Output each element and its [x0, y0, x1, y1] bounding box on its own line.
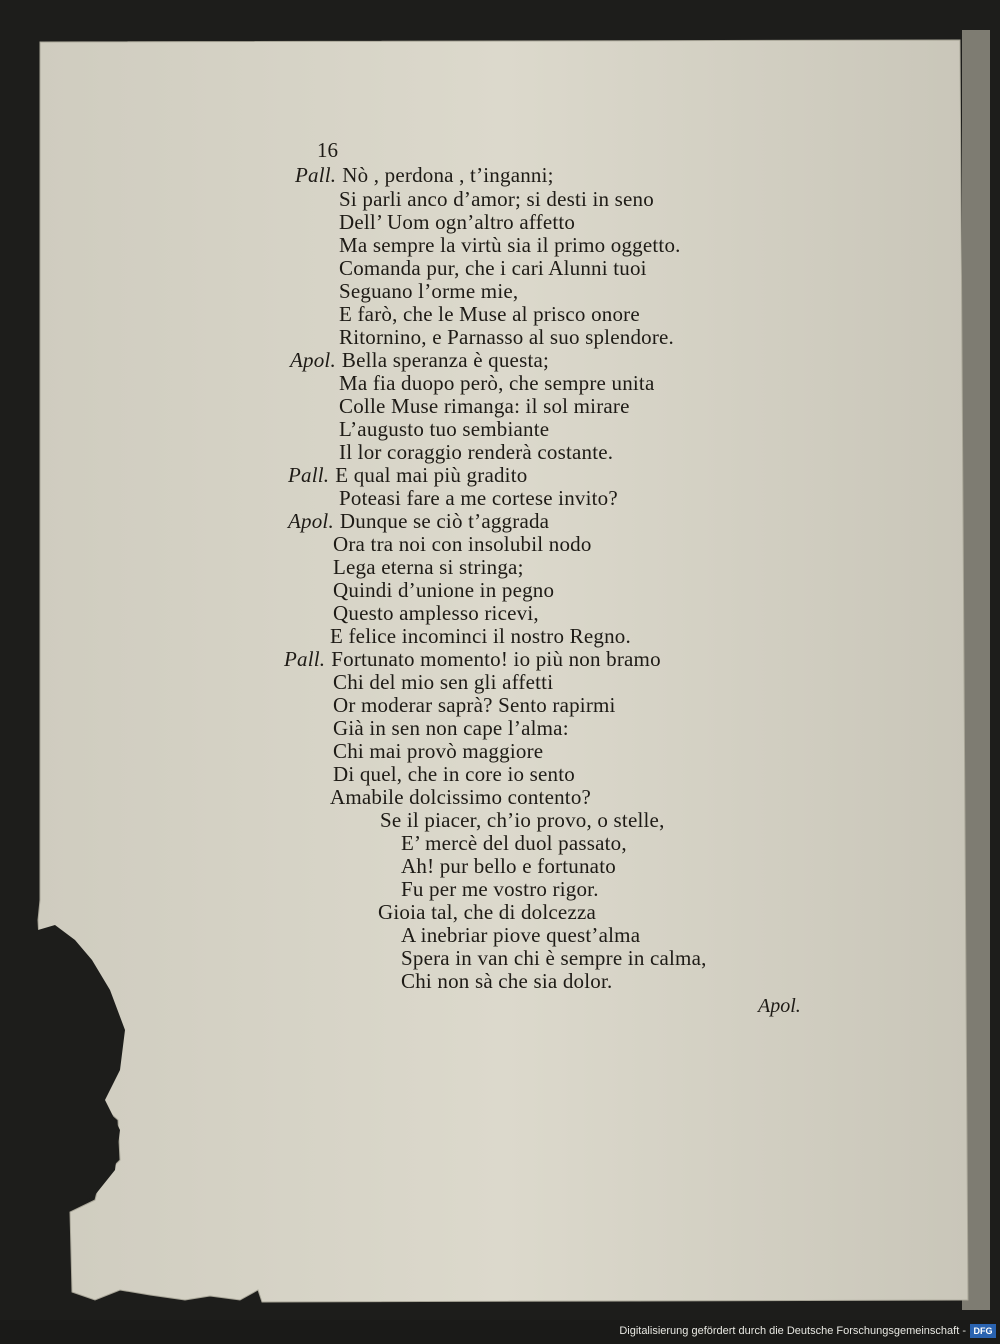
verse-line: Colle Muse rimanga: il sol mirare	[339, 394, 630, 418]
verse-line: Poteasi fare a me cortese invito?	[339, 486, 618, 510]
verse-line: Il lor coraggio renderà costante.	[339, 440, 614, 464]
verse-line: Ora tra noi con insolubil nodo	[333, 532, 592, 556]
verse-line: Dell’ Uom ogn’altro affetto	[339, 210, 576, 234]
verse-line: Chi del mio sen gli affetti	[333, 670, 554, 694]
verse-line: Or moderar saprà? Sento rapirmi	[333, 693, 616, 717]
verse-line: E farò, che le Muse al prisco onore	[339, 302, 640, 326]
verse-line: Ah! pur bello e fortunato	[401, 854, 616, 878]
verse-line: Quindi d’unione in pegno	[333, 578, 555, 602]
speaker-label: Pall.	[288, 463, 330, 487]
speaker-label: Pall.	[284, 647, 326, 671]
speaker-label: Pall.	[295, 163, 337, 187]
digitization-credit: Digitalisierung gefördert durch die Deutsche Forschungsgemeinschaft -	[619, 1325, 966, 1337]
verse-line: Si parli anco d’amor; si desti in seno	[339, 187, 654, 211]
dfg-logo-icon: DFG	[970, 1324, 996, 1338]
verse-line: Di quel, che in core io sento	[333, 762, 575, 786]
page-number: 16	[317, 138, 338, 162]
verse-line: Amabile dolcissimo contento?	[330, 785, 592, 809]
verse-line: Fu per me vostro rigor.	[401, 877, 599, 901]
verse-line: Ritornino, e Parnasso al suo splendore.	[339, 325, 675, 349]
verse-line: Chi mai provò maggiore	[333, 739, 544, 763]
verse-line: Pall. Nò , perdona , t’inganni;	[295, 163, 554, 187]
verse-line: Chi non sà che sia dolor.	[401, 969, 613, 993]
verse-line: E felice incominci il nostro Regno.	[330, 624, 631, 648]
verse-line: Gioia tal, che di dolcezza	[378, 900, 597, 924]
footer-bar	[0, 1320, 1000, 1344]
verse-line: Apol. Dunque se ciò t’aggrada	[288, 509, 550, 533]
verse-line: Seguano l’orme mie,	[339, 279, 519, 303]
verse-line: Spera in van chi è sempre in calma,	[401, 946, 707, 970]
verse-line: L’augusto tuo sembiante	[339, 417, 550, 441]
verse-line: Ma sempre la virtù sia il primo oggetto.	[339, 233, 681, 257]
speaker-label: Apol.	[290, 348, 336, 372]
verse-line: A inebriar piove quest’alma	[401, 923, 641, 947]
verse-line: Ma fia duopo però, che sempre unita	[339, 371, 655, 395]
verse-line: Lega eterna si stringa;	[333, 555, 524, 579]
verse-line: Se il piacer, ch’io provo, o stelle,	[380, 808, 665, 832]
verse-line: Questo amplesso ricevi,	[333, 601, 539, 625]
verse-line: Pall. Fortunato momento! io più non bramo	[284, 647, 661, 671]
verse-line: Pall. E qual mai più gradito	[288, 463, 528, 487]
verse-line: E’ mercè del duol passato,	[401, 831, 627, 855]
verse-line: Comanda pur, che i cari Alunni tuoi	[339, 256, 647, 280]
catchword: Apol.	[758, 995, 801, 1017]
verse-line: Già in sen non cape l’alma:	[333, 716, 569, 740]
verse-line: Apol. Bella speranza è questa;	[290, 348, 550, 372]
speaker-label: Apol.	[288, 509, 334, 533]
